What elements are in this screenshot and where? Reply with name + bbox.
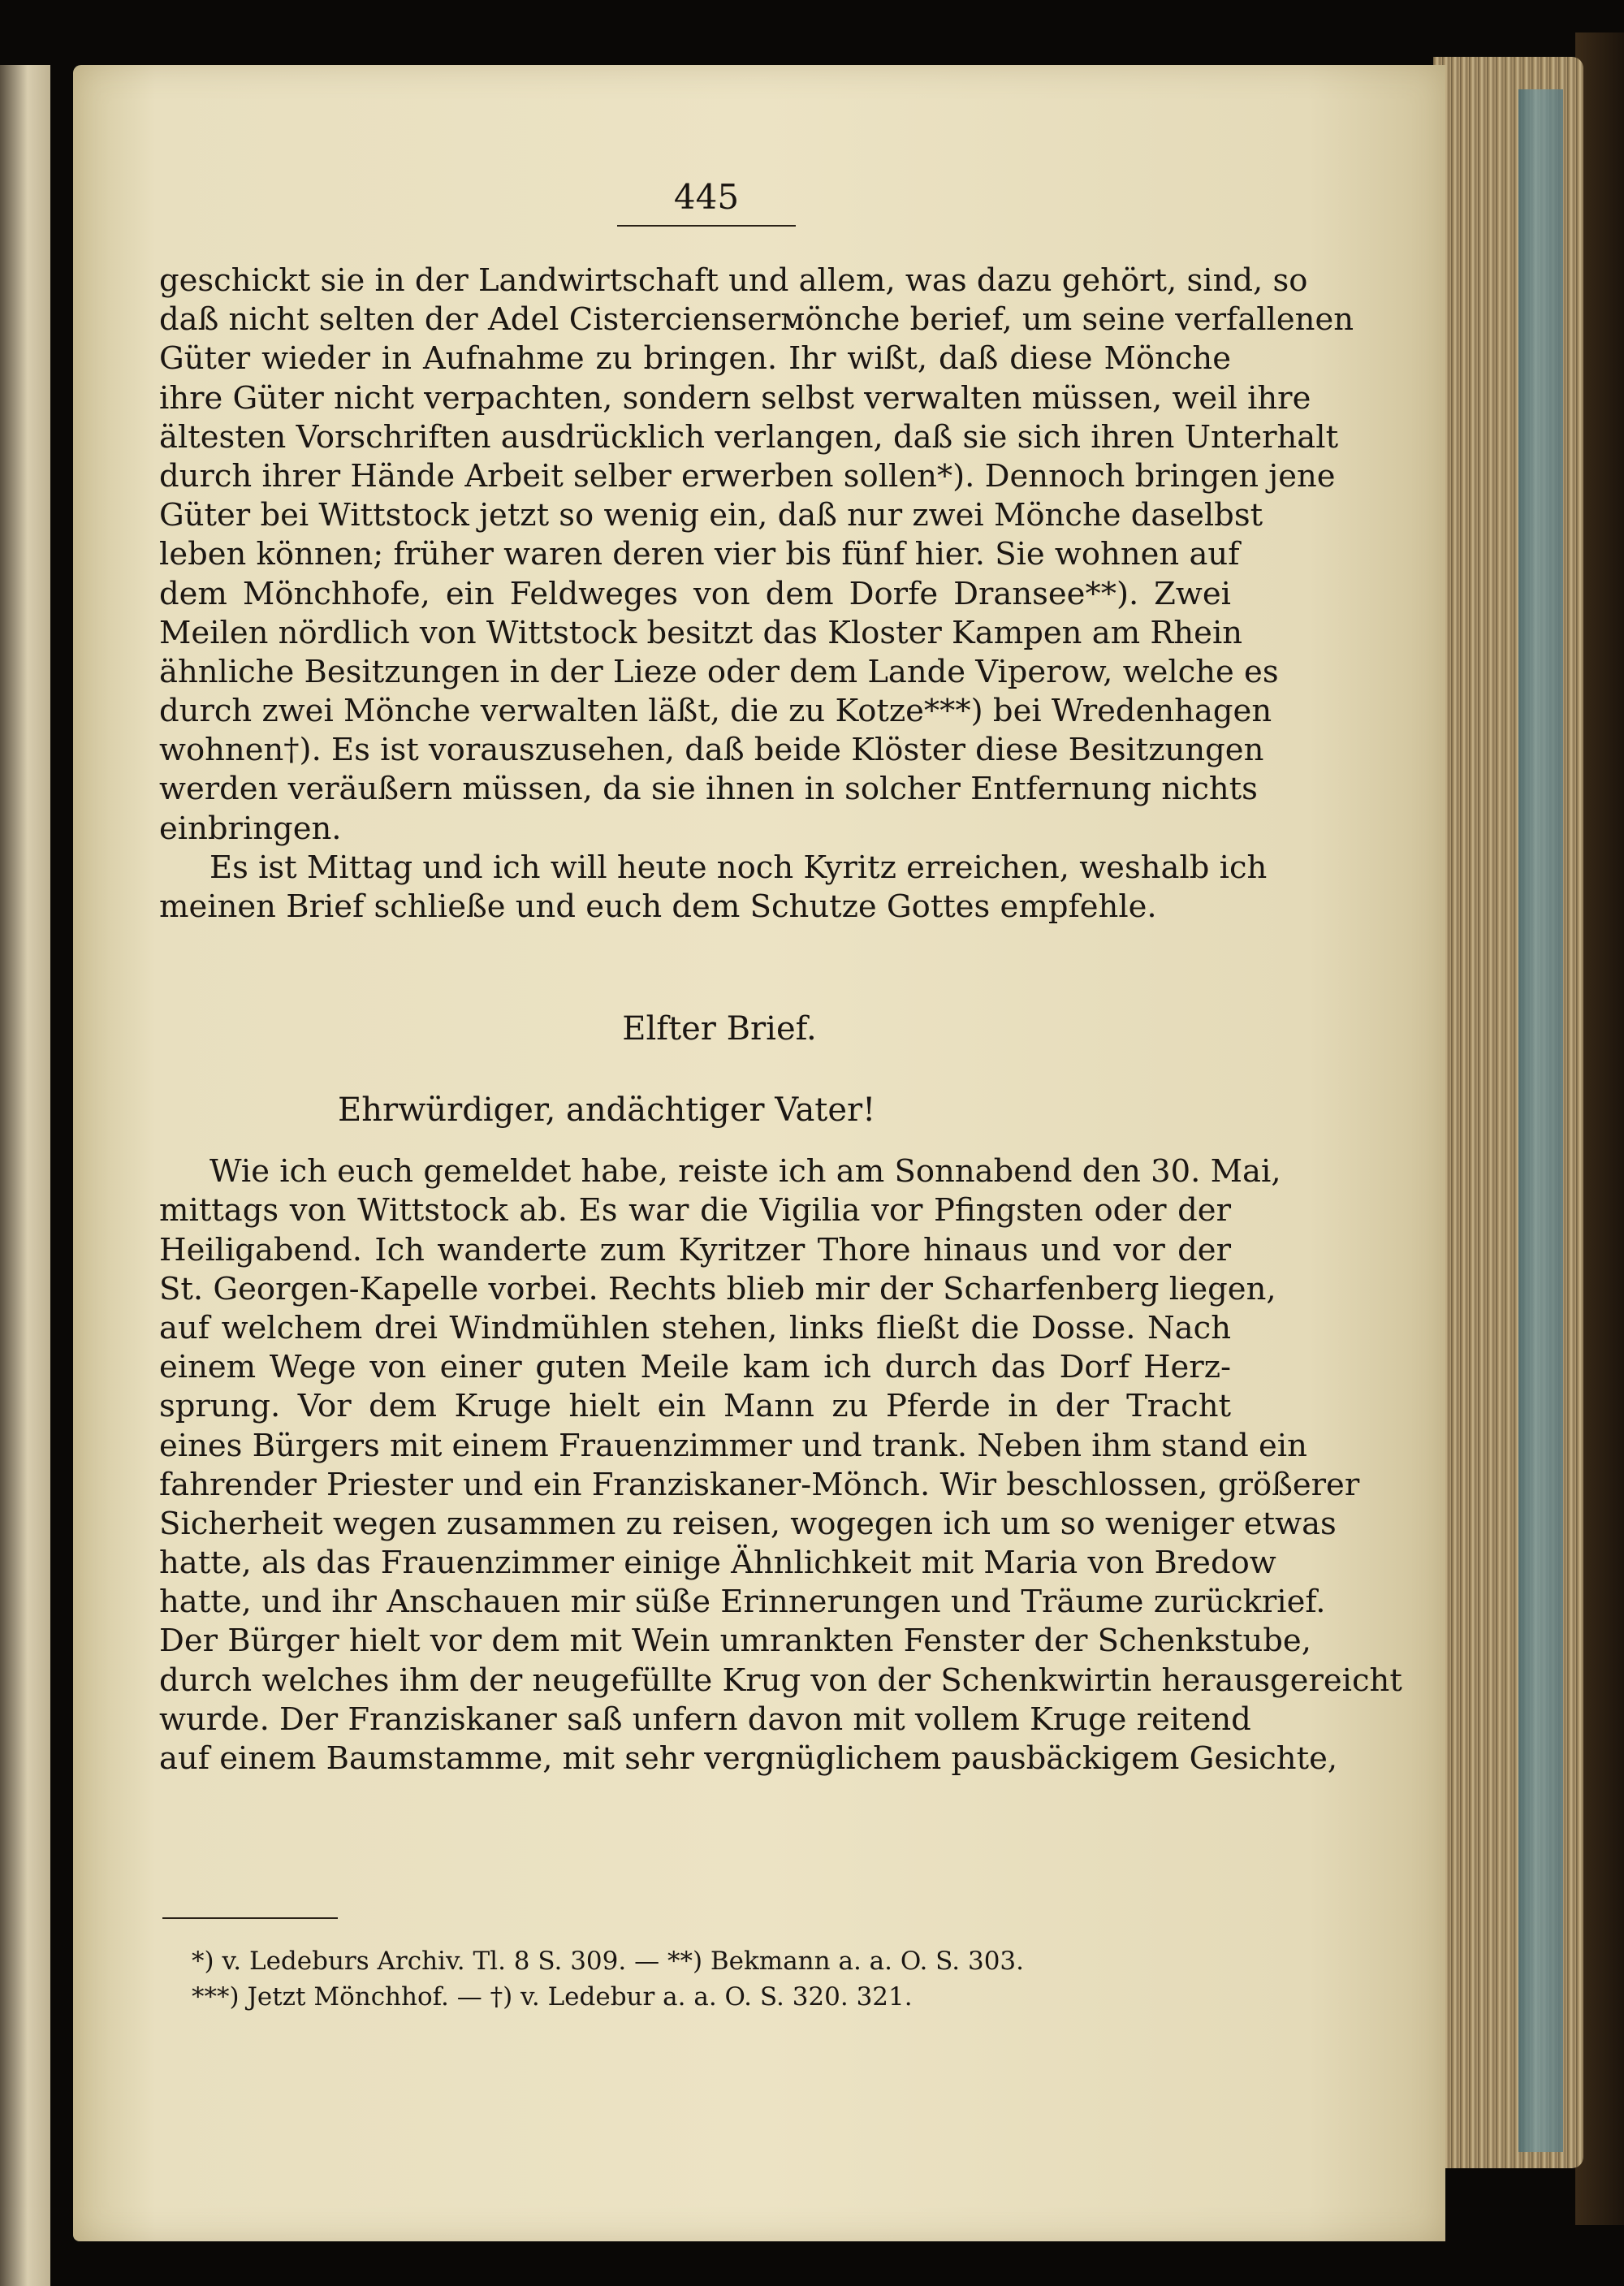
text-line: fahrender Priester und ein Franziskaner-Mönch. Wir beschlossen, größerer: [159, 1466, 1360, 1503]
footnote: *) v. Ledeburs Archiv. Tl. 8 S. 309. — **) Bekmann a. a. O. S. 303.: [192, 1947, 1025, 1976]
text-line: einbringen.: [159, 810, 342, 847]
page-number-rule: [617, 225, 796, 227]
text-line: sprung. Vor dem Kruge hielt ein Mann zu Pferde in der Tracht: [159, 1388, 1231, 1425]
text-line: Der Bürger hielt vor dem mit Wein umrankten Fenster der Schenkstube,: [159, 1623, 1311, 1660]
text-line: ähnliche Besitzungen in der Lieze oder dem Lande Viperow, welche es: [159, 653, 1279, 690]
text-line: einem Wege von einer guten Meile kam ich durch das Dorf Herz-: [159, 1349, 1231, 1386]
page-edge-color-band: [1518, 89, 1563, 2152]
text-line: geschickt sie in der Landwirtschaft und allem, was dazu gehört, sind, so: [159, 262, 1308, 299]
heading-gap: [159, 1053, 1231, 1086]
section-gap: [159, 927, 1231, 1005]
text-line: Wie ich euch gemeldet habe, reiste ich am Sonnabend den 30. Mai,: [209, 1153, 1281, 1191]
text-line: durch welches ihm der neugefüllte Krug von der Schenkwirtin herausgereicht: [159, 1662, 1402, 1699]
text-line: leben können; früher waren deren vier bis fünf hier. Sie wohnen auf: [159, 536, 1240, 573]
text-line: Heiligabend. Ich wanderte zum Kyritzer Thore hinaus und vor der: [159, 1231, 1231, 1268]
text-line: Güter bei Wittstock jetzt so wenig ein, daß nur zwei Mönche daselbst: [159, 497, 1263, 534]
text-line: mittags von Wittstock ab. Es war die Vigilia vor Pfingsten oder der: [159, 1192, 1231, 1229]
text-line: Sicherheit wegen zusammen zu reisen, wogegen ich um so weniger etwas: [159, 1505, 1337, 1542]
text-line: hatte, und ihr Anschauen mir süße Erinnerungen und Träume zurückrief.: [159, 1584, 1326, 1621]
text-line: hatte, als das Frauenzimmer einige Ähnlichkeit mit Maria von Bredow: [159, 1545, 1276, 1582]
footnotes: [192, 1943, 1247, 2015]
text-line: meinen Brief schließe und euch dem Schutze Gottes empfehle.: [159, 888, 1157, 925]
salutation: Ehrwürdiger, andächtiger Vater!: [338, 1091, 876, 1130]
text-line: durch zwei Mönche verwalten läßt, die zu Kotze***) bei Wredenhagen: [159, 693, 1272, 730]
footnote: ***) Jetzt Mönchhof. — †) v. Ledebur a. a. O. S. 320. 321.: [192, 1982, 913, 2012]
previous-page-edge: [0, 65, 50, 2286]
letter-heading: Elfter Brief.: [622, 1010, 817, 1048]
salutation-gap: [159, 1134, 1231, 1152]
text-line: Meilen nördlich von Wittstock besitzt das Kloster Kampen am Rhein: [159, 614, 1243, 651]
text-line: Güter wieder in Aufnahme zu bringen. Ihr wißt, daß diese Mönche: [159, 340, 1231, 378]
text-line: ihre Güter nicht verpachten, sondern selbst verwalten müssen, weil ihre: [159, 379, 1311, 417]
page-stack-fore-edge: [1433, 57, 1583, 2168]
text-line: durch ihrer Hände Arbeit selber erwerben sollen*). Dennoch bringen jene: [159, 457, 1336, 495]
text-line: dem Mönchhofe, ein Feldweges von dem Dorfe Dransee**). Zwei: [159, 575, 1231, 612]
text-line: wohnen†). Es ist vorauszusehen, daß beide Klöster diese Besitzungen: [159, 732, 1264, 769]
paragraph-1: [159, 261, 1354, 849]
text-line: ältesten Vorschriften ausdrücklich verlangen, daß sie sich ihren Unterhalt: [159, 418, 1339, 456]
paragraph-3: [159, 1152, 1402, 1778]
text-line: werden veräußern müssen, da sie ihnen in solcher Entfernung nichts: [159, 771, 1258, 808]
text-line: Es ist Mittag und ich will heute noch Kyritz erreichen, weshalb ich: [209, 849, 1268, 886]
text-line: eines Bürgers mit einem Frauenzimmer und trank. Neben ihm stand ein: [159, 1427, 1307, 1464]
text-line: daß nicht selten der Adel Cistercienserмönche berief, um seine verfallenen: [159, 301, 1354, 339]
text-line: St. Georgen-Kapelle vorbei. Rechts blieb mir der Scharfenberg liegen,: [159, 1270, 1276, 1307]
text-line: wurde. Der Franziskaner saß unfern davon mit vollem Kruge reitend: [159, 1700, 1251, 1738]
text-line: auf einem Baumstamme, mit sehr vergnüglichem pausbäckigem Gesichte,: [159, 1740, 1338, 1777]
paragraph-2: [159, 849, 1268, 927]
footnote-rule: [162, 1917, 338, 1919]
page-number: 445: [673, 177, 740, 217]
text-line: auf welchem drei Windmühlen stehen, links fließt die Dosse. Nach: [159, 1309, 1231, 1346]
main-text: [159, 261, 1402, 1778]
